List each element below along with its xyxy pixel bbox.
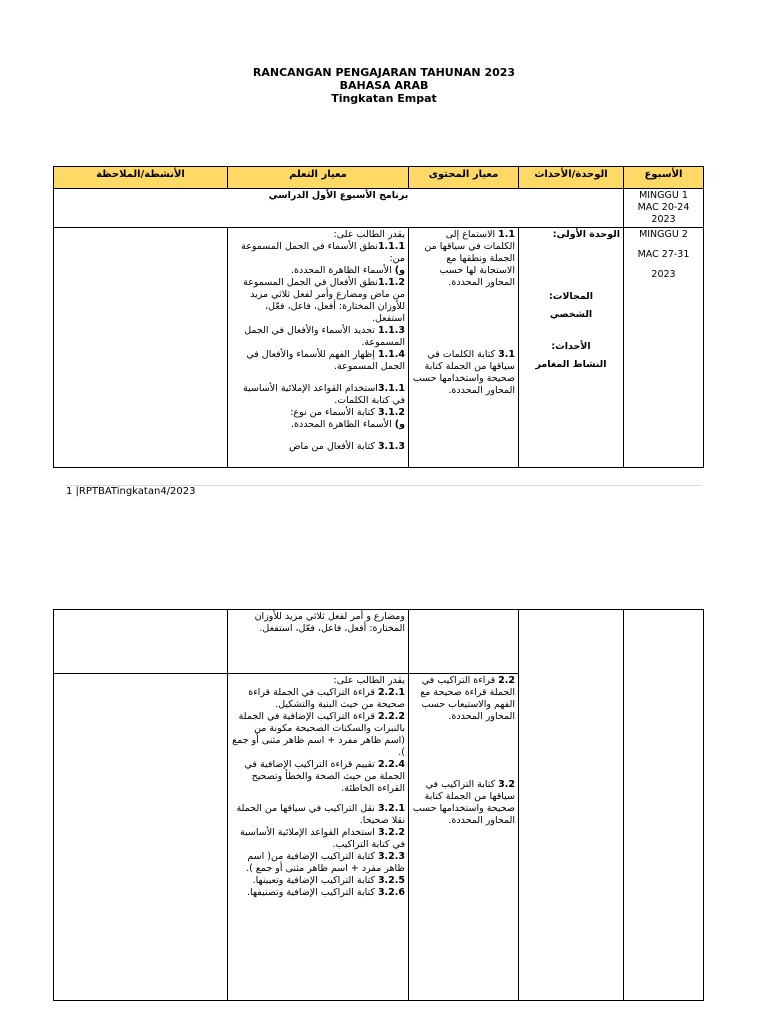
learning-text: الأسماء الظاهرة المحددة.	[290, 419, 395, 430]
spacer	[627, 261, 700, 269]
notes-cell	[54, 610, 228, 674]
spacer	[231, 373, 405, 383]
list-item	[231, 349, 405, 373]
learning-number: 1.1.1	[377, 241, 405, 252]
week-dates: MAC 20-24	[637, 202, 690, 213]
list-item	[412, 675, 515, 723]
list-item	[231, 441, 405, 453]
spacer	[231, 431, 405, 441]
learning-number: 2.2.4	[377, 759, 405, 770]
content-text: كتابة التراكيب في سياقها من الجملة كتابة صحيحة واستخدامها حسب المحاور المحددة.	[412, 779, 515, 826]
learning-text: كتابة التراكيب الإضافية من( اسم ظاهر مفرد + اسم ظاهر مثنى أو جمع ).	[246, 851, 405, 874]
learning-text: نقل التراكيب في سياقها من الجملة نقلا صحيحا.	[236, 803, 405, 826]
learning-number: 3.2.3	[377, 851, 405, 862]
learning-text: تقييم قراءة التراكيب الإضافية في الجملة من حيث الصحة والخطأ وتصحيح القراءة الخاطئة.	[244, 759, 405, 794]
list-item	[231, 851, 405, 875]
list-item	[231, 827, 405, 851]
list-item	[231, 229, 405, 241]
unit-cell	[519, 610, 624, 1001]
spacer	[412, 289, 515, 349]
spacer	[522, 321, 620, 341]
week-year: 2023	[651, 214, 676, 225]
learning-text: إظهار الفهم للأسماء والأفعال في الجمل المسموعة.	[246, 349, 405, 372]
learning-text: كتابة التراكيب الإضافية وتعيينها.	[252, 875, 378, 886]
learning-text: كتابة الأفعال من ماض	[289, 441, 378, 452]
learning-text: يقدر الطالب على:	[333, 229, 405, 240]
learning-cell	[228, 610, 409, 674]
learning-cell	[228, 228, 409, 468]
learning-cell	[228, 674, 409, 1001]
list-item	[412, 779, 515, 827]
spacer	[627, 241, 700, 249]
header-content-standard: معيار المحتوى	[409, 167, 519, 189]
content-number: 2.2	[498, 675, 515, 686]
spacer	[412, 723, 515, 779]
list-item	[231, 265, 405, 277]
header-notes: الأنشطة/الملاحظة	[54, 167, 228, 189]
learning-text: كتابة التراكيب الإضافية وتصنيفها.	[247, 887, 378, 898]
events-value: النشاط المغامر	[535, 359, 607, 370]
learning-number: 3.1.2	[377, 407, 405, 418]
unit-cell	[519, 228, 624, 468]
learning-text: استخدام القواعد الإملائية الأساسية في كتابة الكلمات.	[242, 383, 405, 406]
list-item	[231, 407, 405, 419]
learning-number: و)	[394, 419, 405, 430]
learning-text: نطق الأفعال في الجمل المسموعة من ماض ومضارع وأمر لفعل ثلاثي مزيد للأوزان المختارة: أفعل، فاعل، فعّل، استفعل.	[243, 277, 405, 324]
content-cell	[409, 228, 519, 468]
list-item	[231, 759, 405, 795]
learning-number: 1.1.2	[377, 277, 405, 288]
list-item	[231, 325, 405, 349]
table-row	[54, 228, 704, 468]
week-cell	[624, 610, 704, 1001]
list-item	[231, 875, 405, 887]
learning-text: نطق الأسماء في الجمل المسموعة من:	[241, 241, 405, 264]
learning-number: 2.2.2	[377, 711, 405, 722]
content-text: قراءة التراكيب في الجملة قراءة صحيحة مع الفهم والاستيعاب حسب المحاور المحددة.	[420, 675, 515, 722]
week-cell	[624, 228, 704, 468]
list-item	[231, 277, 405, 325]
unit-title: الوحدة الأولى:	[552, 229, 620, 240]
list-item	[231, 675, 405, 687]
learning-text: استخدام القواعد الإملائية الأساسية في كتابة التراكيب.	[239, 827, 405, 850]
doc-title: RANCANGAN PENGAJARAN TAHUNAN 2023	[252, 66, 516, 79]
content-number: 3.2	[498, 779, 515, 790]
doc-level: Tingkatan Empat	[331, 92, 437, 105]
notes-cell	[54, 228, 228, 468]
learning-number: 1.1.3	[377, 325, 405, 336]
learning-number: 2.2.1	[377, 687, 405, 698]
events-label: الأحداث:	[551, 341, 591, 352]
week-dates: MAC 27-31	[637, 249, 690, 260]
learning-number: 3.1.1	[377, 383, 405, 394]
week-cell	[624, 189, 704, 228]
header-week: الأسبوع	[624, 167, 704, 189]
learning-number: 3.2.2	[377, 827, 405, 838]
domain-value: الشخصي	[549, 309, 593, 320]
header-learning-standard: معيار التعلم	[228, 167, 409, 189]
learning-number: و)	[394, 265, 405, 276]
learning-text: يقدر الطالب على:	[333, 675, 405, 686]
learning-number: 1.1.4	[377, 349, 405, 360]
spacer	[522, 241, 620, 291]
learning-number: 3.2.5	[377, 875, 405, 886]
list-item	[231, 803, 405, 827]
week-label: MINGGU 1	[639, 190, 688, 201]
content-cell	[409, 610, 519, 674]
list-item	[231, 383, 405, 407]
program-cell	[54, 189, 624, 228]
learning-number: 3.1.3	[377, 441, 405, 452]
learning-text: قراءة التراكيب الإضافية في الجملة بالنبرات والسكنات الصحيحة مكونة من (اسم ظاهر مفرد + اسم ظاهر مثنى أو جمع ).	[232, 711, 405, 758]
notes-cell	[54, 674, 228, 1001]
table-header-row	[54, 167, 704, 189]
table-row	[54, 610, 704, 674]
week-year: 2023	[651, 269, 676, 280]
learning-text: الأسماء الظاهرة المحددة.	[290, 265, 395, 276]
list-item	[231, 419, 405, 431]
list-item	[231, 687, 405, 711]
plan-table-page1	[53, 166, 704, 468]
list-item	[231, 241, 405, 265]
content-text: الاستماع إلى الكلمات في سياقها من الجملة ونطقها مع الاستجابة لها حسب المحاور المحددة.	[424, 229, 515, 288]
spacer	[231, 795, 405, 803]
learning-text: كتابة الأسماء من نوع:	[290, 407, 378, 418]
content-number: 3.1	[498, 349, 515, 360]
learning-number: 3.2.6	[377, 887, 405, 898]
list-item	[231, 711, 405, 759]
program-title: برنامج الأسبوع الأول الدراسي	[268, 190, 409, 201]
doc-subject: BAHASA ARAB	[339, 79, 429, 92]
learning-text: ومضارع و أمر لفعل ثلاثي مزيد للأوزان المختارة: أفعل، فاعل، فعّل، استفعل.	[254, 611, 405, 634]
learning-number: 3.2.1	[377, 803, 405, 814]
domain-label: المجالات:	[548, 291, 594, 302]
content-cell	[409, 674, 519, 1001]
plan-table-page2	[53, 609, 704, 1001]
week-label: MINGGU 2	[639, 229, 688, 240]
list-item	[412, 349, 515, 397]
content-number: 1.1	[498, 229, 515, 240]
learning-text: قراءة التراكيب في الجملة قراءة صحيحة من حيث البنية والتشكيل.	[248, 687, 405, 710]
list-item	[231, 887, 405, 899]
page-footer: 1 |RPTBATingkatan4/2023	[66, 486, 196, 497]
table-row	[54, 189, 704, 228]
learning-text: تحديد الأسماء والأفعال في الجمل المسموعة.	[244, 325, 405, 348]
list-item	[412, 229, 515, 289]
content-text: كتابة الكلمات في سياقها من الجملة كتابة صحيحة واستخدامها حسب المحاور المحددة.	[412, 349, 515, 396]
header-unit: الوحدة/الأحداث	[519, 167, 624, 189]
